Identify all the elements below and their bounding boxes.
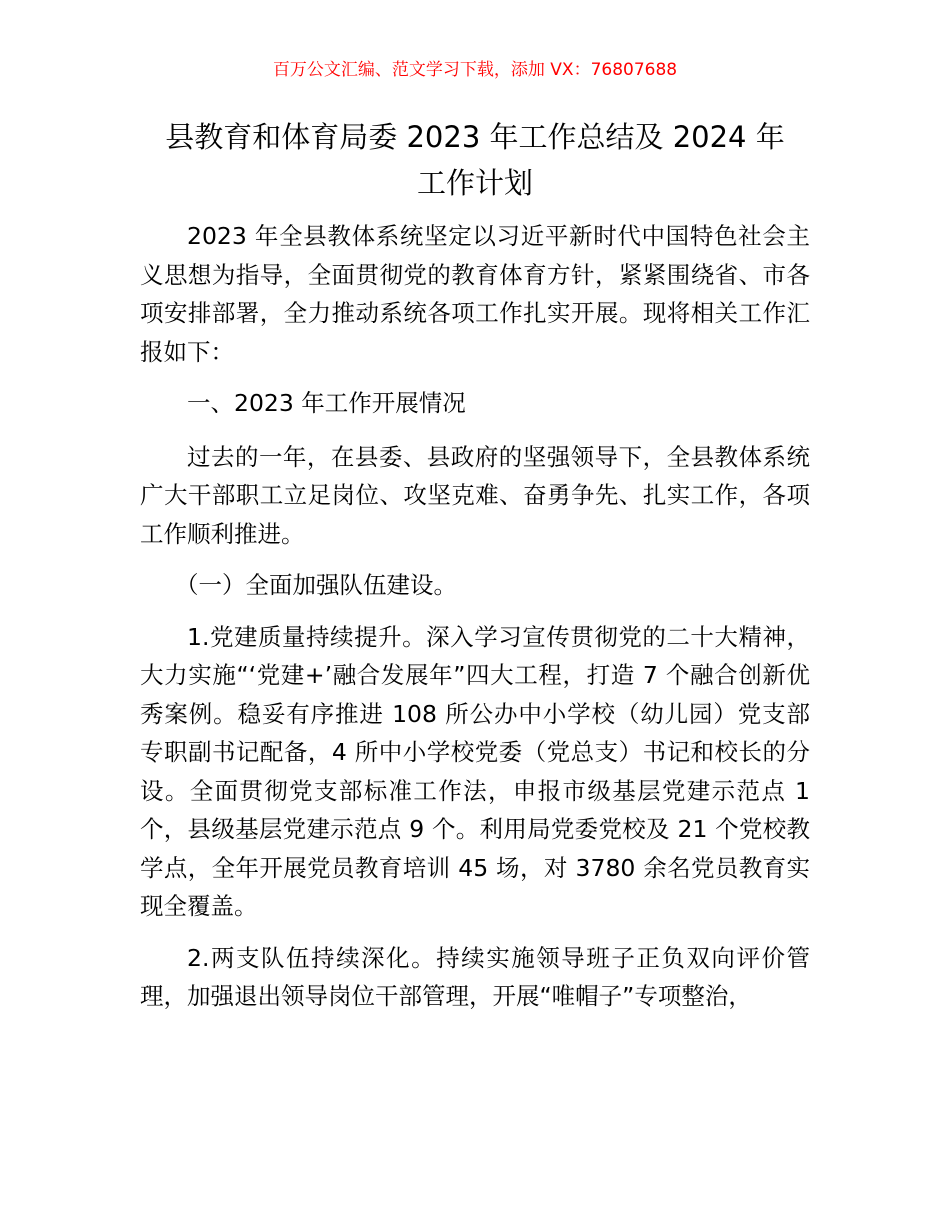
subsection-heading: （一）全面加强队伍建设。 [175, 571, 457, 599]
document-title [130, 114, 820, 206]
watermark-text: 百万公文汇编、范文学习下载，添加 VX：76807688 [272, 60, 678, 80]
intro-paragraph: 2023 年全县教体系统坚定以习近平新时代中国特色社会主义思想为指导，全面贯彻党的教育体育方针，紧紧围绕省、市各项安排部署，全力推动系统各项工作扎实开展。现将相关工作汇报如下： [140, 222, 810, 366]
section-heading: 一、2023 年工作开展情况 [187, 389, 466, 417]
party-building-paragraph: 1.党建质量持续提升。深入学习宣传贯彻党的二十大精神，大力实施“‘党建+’融合发展年”四大工程，打造 7 个融合创新优秀案例。稳妥有序推进 108 所公办中小学校（幼儿园）党支部专职副书记配备，4 所中小学校党委（党总支）书记和校长的分设。全面贯彻党支部标准工作法，申报市级基层党建示范点 1 个，县级基层党建示范点 9 个。利用局党委党校及 21 个党校教学点，全年开展党员教育培训 45 场，对 3780 余名党员教育实现全覆盖。 [140, 622, 810, 920]
title-line-1: 县教育和体育局委 2023 年工作总结及 2024 年 [165, 120, 785, 154]
document-body [140, 217, 810, 1029]
team-building-paragraph: 2.两支队伍持续深化。持续实施领导班子正负双向评价管理，加强退出领导岗位干部管理，开展“唯帽子”专项整治， [140, 943, 810, 1010]
title-line-2: 工作计划 [416, 166, 533, 200]
overview-paragraph: 过去的一年，在县委、县政府的坚强领导下，全县教体系统广大干部职工立足岗位、攻坚克难、奋勇争先、扎实工作，各项工作顺利推进。 [140, 442, 810, 548]
